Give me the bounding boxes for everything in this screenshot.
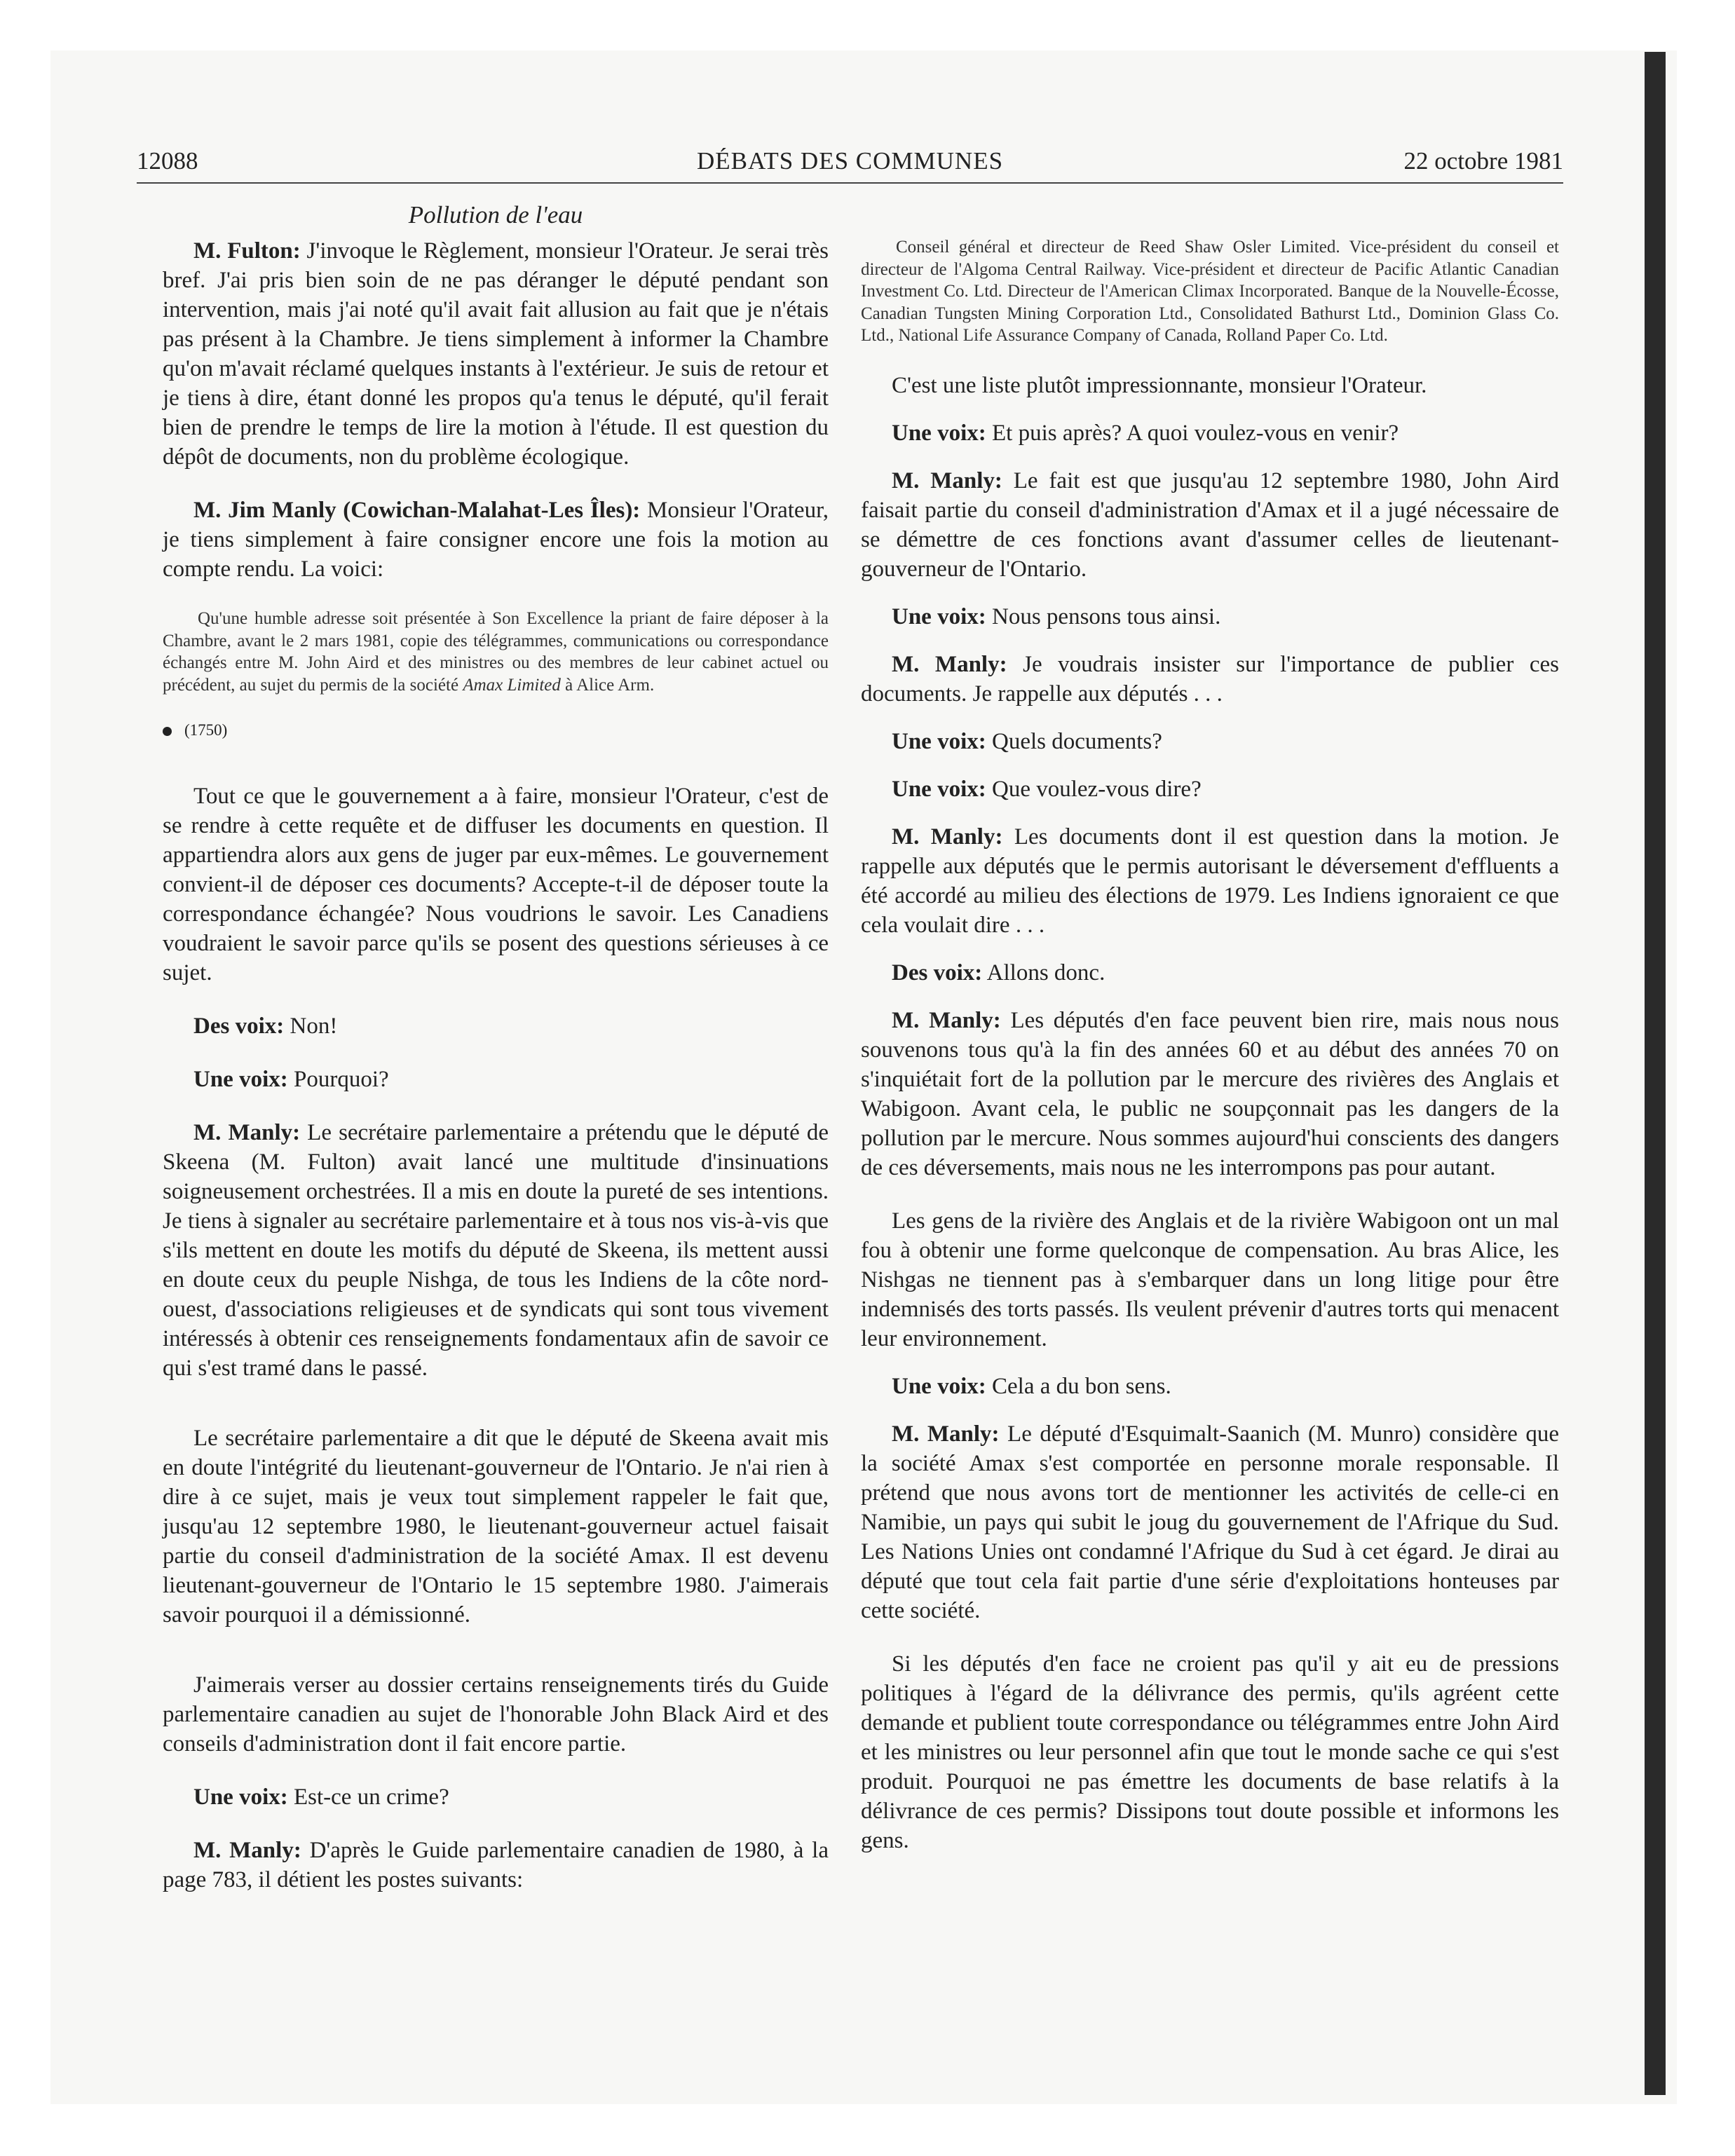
speech-paragraph: Le secrétaire parlementaire a dit que le député de Skeena avait mis en doute l'intégrité du lieutenant-gouverneur de l'Ontario. Je n'ai rien à dire à ce sujet, mais je veux tout simplement rappeler le fait que, jusqu'au 12 septembre 1980, le lieutenant-gouverneur actuel faisait partie du conseil d'administration de la société Amax. Il est devenu lieutenant-gouverneur de l'Ontario le 15 septembre 1980. J'aimerais savoir pourquoi il a démissionné. <box>163 1426 829 1628</box>
speech-text: Je voudrais insister sur l'importance de publier ces documents. Je rappelle aux députés . . . <box>861 651 1559 707</box>
page-date: 22 octobre 1981 <box>1403 147 1563 175</box>
speech-paragraph: Si les députés d'en face ne croient pas qu'il y ait eu de pressions politiques à l'égard de la délivrance des permis, qu'ils agréent cette demande et publient toute correspondance ou télégrammes entre John Aird et les ministres ou leur personnel afin que tout le monde sache ce qui s'est produit. Pourquoi ne pas émettre les documents de base relatifs à la délivrance de ces permis? Dissipons tout doute possible et informons les gens. <box>861 1651 1559 1853</box>
speech-text: Quels documents? <box>986 728 1162 754</box>
speech-text: Le député d'Esquimalt-Saanich (M. Munro) considère que la société Amax s'est comportée en personne morale responsable. Il prétend que nous avons tort de mentionner les activités de celle-ci en Namibie, un pays qui subit le joug du gouvernement de l'Afrique du Sud. Les Nations Unies ont condamné l'Afrique du Sud à cet égard. Je dirai au député que tout cela fait partie d'une série d'exploitations honteuses par cette société. <box>861 1421 1559 1623</box>
quote-text: Qu'une humble adresse soit présentée à Son Excellence la priant de faire déposer à la Chambre, avant le 2 mars 1981, copie des télégrammes, communications ou correspondance échangés entre M. John Aird et des ministres ou des membres de leur cabinet actuel ou précédent, au sujet du permis de la société <box>163 609 829 695</box>
speaker-name: M. Manly: <box>892 1421 1000 1447</box>
speaker-name: Une voix: <box>892 728 986 754</box>
speaker-name: Une voix: <box>892 420 986 446</box>
scan-edge-bar <box>1645 52 1666 2095</box>
speech-text: Le secrétaire parlementaire a prétendu que le député de Skeena (M. Fulton) avait lancé une multitude d'insinuations soigneusement orchestrées. Il a mis en doute la pureté de ses intentions. Je tiens à signaler au secrétaire parlementaire et à tous nos vis-à-vis que s'ils mettent en doute les motifs du député de Skeena, ils mettent aussi en doute ceux du peuple Nishga, de tous les Indiens de la côte nord-ouest, d'associations religieuses et de syndicats qui sont tous vivement intéressés à obtenir ces renseignements fondamentaux afin de savoir ce qui s'est tramé dans le passé. <box>163 1120 829 1381</box>
speaker-name: M. Jim Manly (Cowichan-Malahat-Les Îles): <box>193 498 641 523</box>
speaker-name: M. Manly: <box>193 1120 301 1145</box>
speech-text: Monsieur l'Orateur, je tiens simplement à faire consigner encore une fois la motion au compte rendu. La voici: <box>163 498 829 582</box>
speech-paragraph <box>861 418 1559 448</box>
speech-paragraph <box>163 1065 829 1094</box>
timestamp-text: (1750) <box>184 721 228 739</box>
speech-text: Pourquoi? <box>287 1067 389 1092</box>
speaker-name: Une voix: <box>892 603 986 629</box>
timestamp <box>163 720 829 741</box>
speech-paragraph <box>861 958 1559 988</box>
motion-quote <box>163 608 829 696</box>
speech-paragraph <box>163 496 829 584</box>
speech-text: Que voulez-vous dire? <box>986 776 1202 802</box>
speech-text: Les députés d'en face peuvent bien rire, mais nous nous souvenons tous qu'à la fin des années 60 et au début des années 70 on s'inquiétait fort de la pollution par le mercure des rivières des Anglais et Wabigoon. Avant cela, le public ne soupçonnait pas les dangers de la pollution par le mercure. Nous sommes aujourd'hui conscients des dangers de ces déversements, mais nous ne les interrompons pas pour autant. <box>861 1007 1559 1180</box>
speaker-name: M. Manly: <box>892 468 1002 493</box>
section-subheading: Pollution de l'eau <box>408 201 583 228</box>
speaker-name: Des voix: <box>892 960 983 985</box>
speech-paragraph <box>861 650 1559 709</box>
speaker-name: Des voix: <box>193 1014 285 1039</box>
speech-text: Cela a du bon sens. <box>986 1373 1171 1399</box>
speaker-name: M. Manly: <box>193 1838 301 1863</box>
speech-text: Non! <box>284 1014 338 1039</box>
speech-text: Est-ce un crime? <box>287 1785 449 1810</box>
speaker-name: M. Manly: <box>892 651 1007 677</box>
quote-company: Amax Limited <box>463 675 561 695</box>
speaker-name: Une voix: <box>193 1067 288 1092</box>
speech-text: Les documents dont il est question dans la motion. Je rappelle aux députés que le permis autorisant le déversement d'effluents a été accordé au milieu des élections de 1979. Les Indiens ignoraient ce que cela voulait dire . . . <box>861 824 1559 938</box>
right-column <box>861 200 1559 1855</box>
speech-paragraph <box>163 236 829 472</box>
speech-text: Allons donc. <box>982 960 1105 985</box>
speech-paragraph: C'est une liste plutôt impressionnante, monsieur l'Orateur. <box>892 372 1427 398</box>
speech-paragraph <box>861 822 1559 940</box>
speech-text: J'invoque le Règlement, monsieur l'Orateur. Je serai très bref. J'ai pris bien soin de ne pas déranger le député pendant son intervention, mais j'ai noté qu'il avait fait allusion au fait que je n'étais pas présent à la Chambre. Je tiens simplement à informer la Chambre qu'on m'avait réclamé quelques instants à l'extérieur. Je suis de retour et je tiens à dire, étant donné les propos qu'a tenus le député, qu'il ferait bien de prendre le temps de lire la motion à l'étude. Il est question du dépôt de documents, non du problème écologique. <box>163 238 829 470</box>
speaker-name: M. Manly: <box>892 1007 1001 1033</box>
bullet-icon <box>163 727 172 736</box>
speech-paragraph <box>861 466 1559 584</box>
speech-paragraph <box>861 727 1559 756</box>
speech-paragraph <box>861 1006 1559 1182</box>
positions-quote: Conseil général et directeur de Reed Shaw Osler Limited. Vice-président du conseil et directeur de l'Algoma Central Railway. Vice-président et directeur de Pacific Atlantic Canadian Investment Co. Ltd. Directeur de l'American Climax Incorporated. Banque de la Nouvelle-Écosse, Canadian Tungsten Mining Corporation Ltd., Consolidated Bathurst Ltd., Dominion Glass Co. Ltd., National Life Assurance Company of Canada, Rolland Paper Co. Ltd. <box>861 238 1559 345</box>
speech-paragraph <box>861 602 1559 632</box>
speech-paragraph: Tout ce que le gouvernement a à faire, monsieur l'Orateur, c'est de se rendre à cette requête et de diffuser les documents en question. Il appartiendra alors aux gens de juger par eux-mêmes. Le gouvernement convient-il de déposer ces documents? Accepte-t-il de déposer toute la correspondance échangée? Nous voudrions le savoir. Les Canadiens voudraient le savoir parce qu'ils se posent des questions sérieuses à ce sujet. <box>163 784 829 985</box>
speech-text: Nous pensons tous ainsi. <box>986 603 1221 629</box>
speech-paragraph: Les gens de la rivière des Anglais et de la rivière Wabigoon ont un mal fou à obtenir une forme quelconque de compensation. Au bras Alice, les Nishgas ne tiennent pas à s'embarquer dans un long litige pour être indemnisés des torts passés. Ils veulent prévenir d'autres torts qui menacent leur environnement. <box>861 1208 1559 1351</box>
left-column <box>163 200 829 1895</box>
speech-paragraph <box>861 1372 1559 1401</box>
speech-text: D'après le Guide parlementaire canadien de 1980, à la page 783, il détient les postes suivants: <box>163 1838 829 1892</box>
speaker-name: M. Fulton: <box>193 238 301 264</box>
speech-paragraph <box>163 1836 829 1895</box>
page-number: 12088 <box>137 147 198 175</box>
speech-text: Le fait est que jusqu'au 12 septembre 1980, John Aird faisait partie du conseil d'administration d'Amax et il a jugé nécessaire de se démettre de ces fonctions avant d'assumer celles de lieutenant-gouverneur de l'Ontario. <box>861 468 1560 582</box>
quote-end: à Alice Arm. <box>560 675 655 695</box>
page-header <box>137 146 1563 184</box>
speech-paragraph <box>163 1118 829 1383</box>
speaker-name: Une voix: <box>193 1785 288 1810</box>
speech-paragraph <box>163 1011 829 1041</box>
speech-paragraph: J'aimerais verser au dossier certains renseignements tirés du Guide parlementaire canadien au sujet de l'honorable John Black Aird et des conseils d'administration dont il fait encore partie. <box>163 1672 829 1756</box>
speech-paragraph <box>861 775 1559 804</box>
journal-title: DÉBATS DES COMMUNES <box>696 147 1004 175</box>
speaker-name: M. Manly: <box>892 824 1003 850</box>
speaker-name: Une voix: <box>892 776 986 802</box>
speech-paragraph <box>861 1419 1559 1625</box>
speech-paragraph <box>163 1782 829 1812</box>
speech-text: Et puis après? A quoi voulez-vous en venir? <box>986 420 1399 446</box>
speaker-name: Une voix: <box>892 1373 986 1399</box>
